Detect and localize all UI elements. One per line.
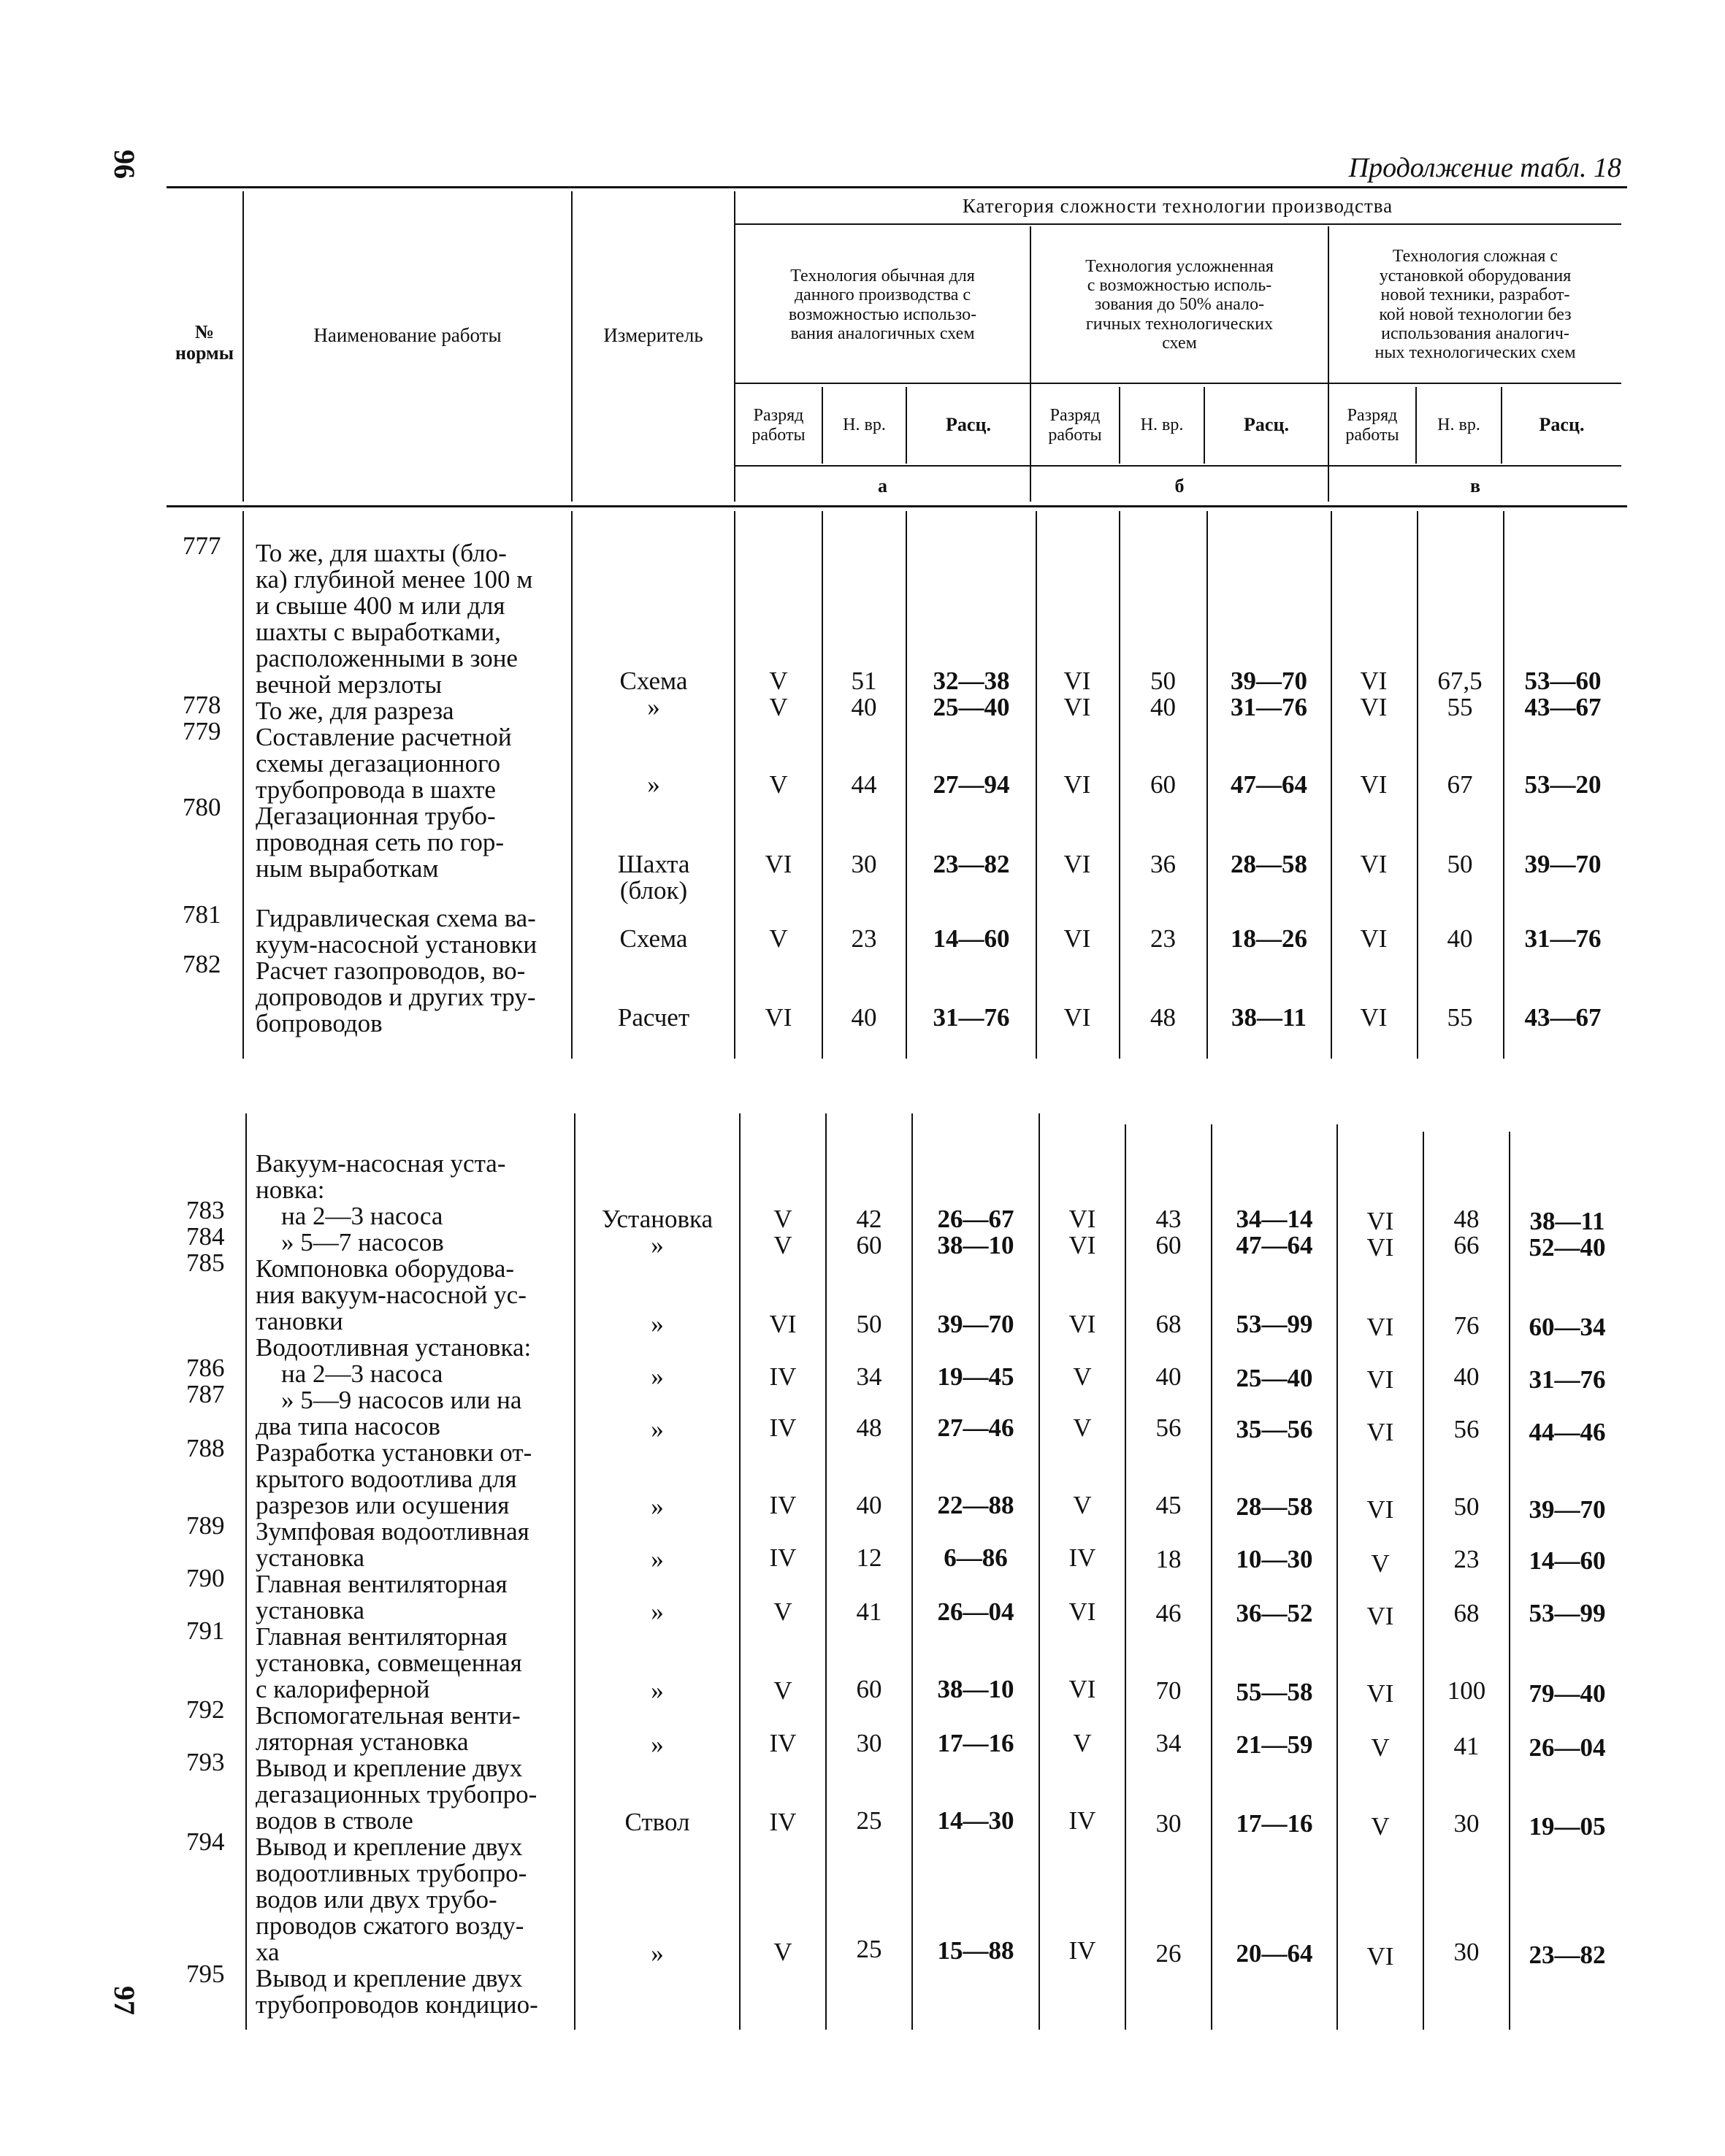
grade-cell-c: VI [1366,1679,1394,1708]
time-cell-c: 30 [1453,1938,1480,1966]
rate-cell-c: 38—11 52—40 [1529,1207,1606,1262]
unit-cell: Ствол [624,1808,690,1836]
rate-cell-b: 28—58 [1236,1492,1313,1521]
group-letter-b: б [1174,475,1185,496]
rate-cell-b: 18—26 [1231,924,1307,953]
grade-cell-a: VI [765,850,792,878]
subheader-rate-a: Расц. [946,414,991,436]
time-cell-c: 76 [1453,1311,1480,1340]
time-cell-b: 60 [1150,770,1176,799]
time-cell-b: 56 [1155,1413,1182,1442]
grade-cell-b: VI [1068,1675,1096,1703]
grade-cell-b: V [1073,1729,1092,1757]
grade-cell-b: VI [1063,770,1091,799]
grade-cell-a: IV [769,1491,797,1519]
grade-cell-a: V [773,1676,792,1705]
grade-cell-a: V [769,924,788,953]
rate-cell-c: 60—34 [1529,1313,1606,1341]
unit-cell: » [651,1362,664,1391]
grade-cell-b: VI VI [1068,1205,1096,1259]
rate-cell-a: 14—60 [933,924,1010,953]
header-group-a-title: Технология обычная для данного производства с возможностью использо- вания аналогичных схем [788,266,977,343]
rate-cell-b: 25—40 [1236,1364,1313,1392]
unit-cell: » [651,1939,664,1968]
work-name-block: То же, для шахты (бло- ка) глубиной менее 100 м и свыше 400 м или для шахты с выработками, расположенными в зоне вечной мерзлоты То же, для разреза Составление расчетной схемы дегазационного трубопровода в шахте Дегазационная трубо- проводная сеть по гор- ным выработкам [256,539,533,883]
time-cell-b: 70 [1155,1676,1182,1705]
work-name-block: Вакуум-насосная уста- новка: на 2—3 насоса » 5—7 насосов Компоновка оборудова- ния вакуум-насосной ус- тановки Водоотливная установка: на 2—3 насоса » 5—9 насосов или на два типа насосов Разработка установки от- крытого водоотлива для разрезов или осушения Зумпфовая водоотливная установка Главная вентиляторная установка Главная вентиляторная установка, совмещенная с калориферной Вспомогательная венти- ляторная установка Вывод и крепление двух дегазационных трубопро- водов в стволе Вывод и крепление двух водоотливных трубопро- водов или двух трубо- проводов сжатого возду- ха Вывод и крепление двух трубопроводов кондицио- [256,1149,538,2019]
grade-cell-a: IV [769,1729,797,1757]
column-divider [574,1113,575,2030]
time-cell-c: 68 [1453,1599,1480,1627]
page-number-bottom: 97 [108,1986,141,2015]
grade-cell-c: VI VI [1366,1207,1394,1262]
time-cell-a: 51 40 [851,667,877,721]
time-cell-a: 40 [856,1491,882,1519]
grade-cell-c: V [1371,1812,1390,1841]
time-cell-c: 67 [1447,770,1473,799]
column-divider [571,511,573,1059]
grade-cell-c: V [1371,1733,1390,1762]
unit-cell: Шахта (блок) [617,850,690,905]
column-divider [1211,1124,1212,2030]
time-cell-a: 23 [851,924,877,953]
time-cell-a: 48 [856,1413,882,1442]
rate-cell-c: 39—70 [1524,850,1602,878]
header-top-rule [167,186,1627,188]
grade-cell-a: IV [769,1413,797,1442]
norm-number: 790 [186,1564,225,1592]
rate-cell-c: 19—05 [1529,1812,1606,1841]
time-cell-b: 23 [1150,924,1176,953]
rate-cell-c: 79—40 [1529,1679,1606,1708]
group-rule [734,383,1621,384]
grade-cell-a: VI [769,1310,797,1338]
grade-cell-c: VI [1360,924,1388,953]
rate-cell-a: 17—16 [937,1729,1014,1757]
rate-cell-a: 23—82 [933,850,1010,878]
grade-cell-a: V [769,770,788,799]
subheader-grade-b: Разряд работы [1048,406,1102,445]
time-cell-a: 41 [856,1597,882,1626]
grade-cell-c: VI VI [1360,667,1388,721]
time-cell-a: 42 60 [856,1205,882,1259]
rate-cell-c: 43—67 [1524,1003,1602,1032]
rate-cell-c: 39—70 [1529,1495,1606,1524]
norm-number: 795 [186,1960,225,1988]
rate-cell-a: 14—30 [937,1806,1014,1835]
rate-cell-a: 19—45 [937,1362,1014,1391]
grade-cell-a: IV [769,1362,797,1391]
grade-cell-c: VI [1366,1495,1394,1524]
unit-cell: » [651,1492,664,1521]
column-divider [1119,511,1120,1059]
time-cell-b: 36 [1150,850,1176,878]
subheader-rate-c: Расц. [1539,414,1585,436]
column-divider [1336,1124,1338,2030]
grade-cell-c: VI [1360,850,1388,878]
column-divider [1039,1113,1040,2030]
unit-cell: » [651,1415,664,1443]
grade-cell-a: IV [769,1543,797,1572]
unit-cell: Схема » [619,667,688,721]
grade-cell-b: VI [1068,1597,1096,1626]
unit-cell: » [651,1730,664,1759]
rate-cell-b: 47—64 [1231,770,1307,799]
grade-cell-a: VI [765,1003,792,1032]
unit-cell: » [651,1310,664,1338]
grade-cell-c: VI [1360,770,1388,799]
norm-number: 792 [186,1695,225,1724]
rate-cell-c: 53—99 [1529,1599,1606,1627]
time-cell-b: 34 [1155,1729,1182,1757]
page-number-top: 96 [108,150,141,179]
grade-cell-a: IV [769,1808,797,1836]
time-cell-c: 67,5 55 [1437,667,1483,721]
time-cell-a: 30 [856,1729,882,1757]
rate-cell-b: 28—58 [1231,850,1307,878]
time-cell-a: 40 [851,1003,877,1032]
time-cell-c: 50 [1453,1492,1480,1521]
time-cell-b: 18 [1155,1545,1182,1573]
column-divider [242,511,244,1059]
subheader-rule [734,465,1621,467]
rate-cell-a: 39—70 [937,1310,1014,1338]
subheader-grade-c: Разряд работы [1345,406,1399,445]
grade-cell-b: VI VI [1063,667,1091,721]
time-cell-c: 48 66 [1453,1205,1480,1259]
time-cell-c: 50 [1447,850,1473,878]
norm-number: 783 784 785 [186,1196,225,1277]
category-rule [734,223,1621,225]
rate-cell-c: 14—60 [1529,1546,1606,1575]
grade-cell-a: V [773,1597,792,1626]
norm-number: 780 [183,793,221,821]
unit-cell: Установка » [601,1205,714,1259]
time-cell-c: 40 [1447,924,1473,953]
rate-cell-b: 21—59 [1236,1730,1313,1759]
header-norm-number: № нормы [175,321,234,364]
subheader-time-a: Н. вр. [843,415,886,435]
norm-number: 782 [183,950,221,978]
grade-cell-b: V [1073,1362,1092,1391]
rate-cell-b: 36—52 [1236,1599,1313,1627]
rate-cell-a: 26—67 38—10 [937,1205,1014,1259]
column-divider [906,511,907,1059]
grade-cell-b: IV [1068,1543,1096,1572]
rate-cell-b: 55—58 [1236,1678,1313,1706]
rate-cell-c: 53—60 43—67 [1524,667,1602,721]
subheader-time-c: Н. вр. [1437,415,1480,435]
rate-cell-a: 27—46 [937,1413,1014,1442]
time-cell-c: 41 [1453,1732,1480,1760]
rate-cell-b: 53—99 [1236,1310,1313,1338]
grade-cell-b: IV [1068,1936,1096,1965]
grade-cell-b: VI [1068,1310,1096,1338]
unit-cell: » [651,1597,664,1626]
header-bottom-rule [167,505,1627,507]
time-cell-a: 25 [856,1935,882,1963]
time-cell-a: 12 [856,1543,882,1572]
norm-number: 778 779 [183,691,221,745]
grade-cell-b: V [1073,1413,1092,1442]
grade-cell-b: V [1073,1491,1092,1519]
grade-cell-c: VI [1366,1313,1394,1341]
work-name-block: Гидравлическая схема ва- куум-насосной установки Расчет газопроводов, во- допроводов и других тру- бопроводов [256,904,538,1037]
unit-cell: Схема [619,924,688,953]
norm-number: 794 [186,1827,225,1856]
header-unit: Измеритель [603,324,703,347]
rate-cell-a: 32—38 25—40 [933,667,1010,721]
rate-cell-c: 31—76 [1524,924,1602,953]
unit-cell: » [647,770,660,799]
unit-cell: » [651,1676,664,1705]
column-divider [1206,511,1208,1059]
time-cell-b: 45 [1155,1491,1182,1519]
rate-cell-c: 26—04 [1529,1733,1606,1762]
grade-cell-b: VI [1063,850,1091,878]
time-cell-a: 50 [856,1310,882,1338]
rate-cell-b: 38—11 [1231,1003,1307,1032]
rate-cell-a: 6—86 [944,1543,1008,1572]
time-cell-c: 55 [1447,1003,1473,1032]
subheader-rate-b: Расц. [1244,414,1289,436]
column-divider [1417,511,1418,1059]
rate-cell-a: 27—94 [933,770,1010,799]
rate-cell-b: 35—56 [1236,1415,1313,1443]
norm-number: 793 [186,1748,225,1776]
rate-cell-c: 31—76 [1529,1365,1606,1394]
norm-number: 788 [186,1434,225,1462]
rate-cell-a: 15—88 [937,1936,1014,1965]
time-cell-c: 56 [1453,1415,1480,1443]
group-letter-a: а [878,475,887,496]
unit-cell: » [651,1545,664,1573]
header-work-name: Наименование работы [313,324,502,347]
norm-number: 789 [186,1511,225,1540]
time-cell-b: 46 [1155,1599,1182,1627]
grade-cell-c: VI [1366,1942,1394,1971]
norm-number: 786 787 [186,1354,225,1408]
grade-cell-a: V [773,1938,792,1966]
table-continuation-caption: Продолжение табл. 18 [1348,153,1621,183]
time-cell-b: 30 [1155,1809,1182,1838]
time-cell-b: 40 [1155,1362,1182,1391]
time-cell-c: 100 [1447,1676,1486,1705]
column-divider [911,1113,913,2030]
rate-cell-c: 44—46 [1529,1418,1606,1446]
norm-number: 791 [186,1616,225,1645]
column-divider [1331,511,1332,1059]
norm-number: 777 [183,532,221,560]
time-cell-a: 34 [856,1362,882,1391]
rate-cell-b: 10—30 [1236,1545,1313,1573]
rate-cell-a: 31—76 [933,1003,1010,1032]
rate-cell-c: 53—20 [1524,770,1602,799]
time-cell-a: 44 [851,770,877,799]
rate-cell-b: 17—16 [1236,1809,1313,1838]
grade-cell-c: V [1371,1549,1390,1578]
time-cell-c: 40 [1453,1362,1480,1391]
column-divider [739,1113,741,2030]
rate-cell-b: 34—14 47—64 [1236,1205,1313,1259]
time-cell-a: 60 [856,1675,882,1703]
time-cell-c: 30 [1453,1809,1480,1838]
header-complexity-category: Категория сложности технологии производства [962,195,1393,218]
column-divider [734,511,735,1059]
rate-cell-a: 38—10 [937,1675,1014,1703]
time-cell-c: 23 [1453,1545,1480,1573]
grade-cell-b: VI [1063,1003,1091,1032]
grade-cell-c: VI [1366,1418,1394,1446]
norm-number: 781 [183,900,221,929]
time-cell-b: 68 [1155,1310,1182,1338]
rate-cell-a: 22—88 [937,1491,1014,1519]
time-cell-b: 50 40 [1150,667,1176,721]
unit-cell: Расчет [617,1003,690,1032]
time-cell-a: 25 [856,1806,882,1835]
time-cell-a: 30 [851,850,877,878]
column-divider [825,1113,827,2030]
rate-cell-b: 39—70 31—76 [1231,667,1307,721]
column-divider [1509,1132,1510,2030]
group-letter-c: в [1469,475,1481,496]
rate-cell-a: 26—04 [937,1597,1014,1626]
time-cell-b: 48 [1150,1003,1176,1032]
grade-cell-b: VI [1063,924,1091,953]
grade-cell-c: VI [1360,1003,1388,1032]
grade-cell-c: VI [1366,1602,1394,1630]
subheader-time-b: Н. вр. [1140,415,1184,435]
column-divider [1423,1132,1424,2030]
time-cell-b: 43 60 [1155,1205,1182,1259]
grade-cell-b: IV [1068,1806,1096,1835]
rate-cell-b: 20—64 [1236,1939,1313,1968]
grade-cell-a: V V [773,1205,792,1259]
header-group-c-title: Технология сложная с установкой оборудования новой техники, разработ- кой новой технологии без использования аналогич- ных технологических схем [1374,247,1576,363]
rate-cell-c: 23—82 [1529,1941,1606,1969]
header-group-b-title: Технология усложненная с возможностью исполь- зования до 50% анало- гичных технологических схем [1085,256,1274,353]
column-divider [1125,1124,1126,2030]
time-cell-b: 26 [1155,1939,1182,1968]
subheader-grade-a: Разряд работы [751,406,806,445]
grade-cell-c: VI [1366,1365,1394,1394]
grade-cell-a: V V [769,667,788,721]
column-divider [822,511,823,1059]
column-divider [245,1113,247,2030]
